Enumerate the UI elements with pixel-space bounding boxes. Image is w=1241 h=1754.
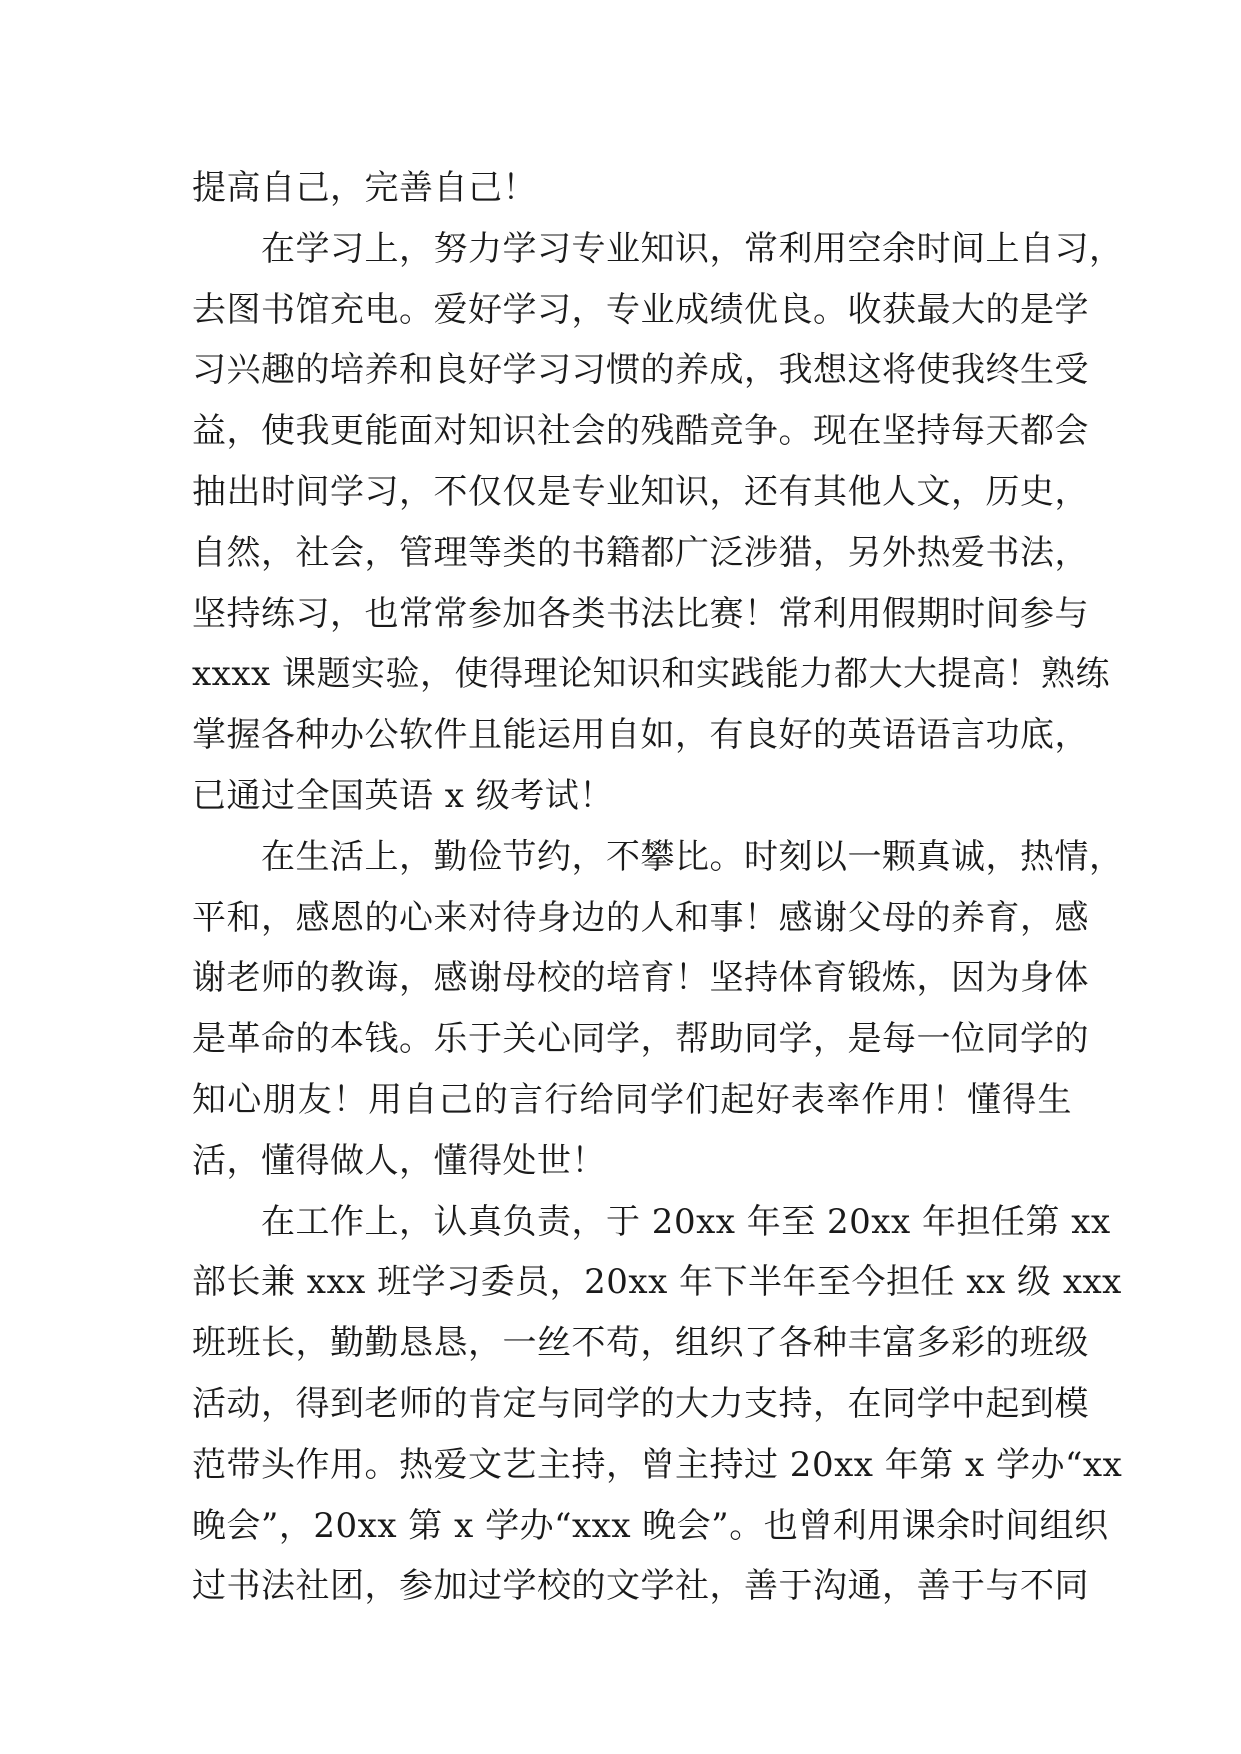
text-line: 抽出时间学习，不仅仅是专业知识，还有其他人文，历史， xyxy=(192,471,1089,512)
text-line: 去图书馆充电。爱好学习，专业成绩优良。收获最大的是学 xyxy=(192,289,1089,330)
text-line: 部长兼 xxx 班学习委员，20xx 年下半年至今担任 xx 级 xxx xyxy=(192,1262,1122,1303)
text-line: 坚持练习，也常常参加各类书法比赛！常利用假期时间参与 xyxy=(192,593,1089,634)
text-line: 知心朋友！用自己的言行给同学们起好表率作用！懂得生 xyxy=(192,1079,1072,1120)
text-line: 谢老师的教诲，感谢母校的培育！坚持体育锻炼，因为身体 xyxy=(192,958,1089,999)
text-line: 在学习上，努力学习专业知识，常利用空余时间上自习， xyxy=(192,228,1124,269)
text-line: 是革命的本钱。乐于关心同学，帮助同学，是每一位同学的 xyxy=(192,1019,1089,1060)
body-text xyxy=(192,158,1124,1617)
text-line: 活，懂得做人，懂得处世！ xyxy=(192,1140,606,1181)
text-line: 自然，社会，管理等类的书籍都广泛涉猎，另外热爱书法， xyxy=(192,532,1089,573)
text-line: 平和，感恩的心来对待身边的人和事！感谢父母的养育，感 xyxy=(192,897,1089,938)
text-line: 晚会”，20xx 第 x 学办“xxx 晚会”。也曾利用课余时间组织 xyxy=(192,1505,1109,1546)
text-line: 班班长，勤勤恳恳，一丝不苟，组织了各种丰富多彩的班级 xyxy=(192,1323,1089,1364)
text-line: 益，使我更能面对知识社会的残酷竞争。现在坚持每天都会 xyxy=(192,411,1089,452)
text-line: 已通过全国英语 x 级考试！ xyxy=(192,775,614,816)
text-line: 掌握各种办公软件且能运用自如，有良好的英语语言功底， xyxy=(192,715,1089,756)
text-line: xxxx 课题实验，使得理论知识和实践能力都大大提高！熟练 xyxy=(192,654,1111,695)
text-line: 在生活上，勤俭节约，不攀比。时刻以一颗真诚，热情， xyxy=(192,836,1124,877)
text-line: 活动，得到老师的肯定与同学的大力支持，在同学中起到模 xyxy=(192,1383,1089,1424)
text-line: 提高自己，完善自己！ xyxy=(192,168,537,208)
text-line: 习兴趣的培养和良好学习习惯的养成，我想这将使我终生受 xyxy=(192,350,1089,391)
text-line: 过书法社团，参加过学校的文学社，善于沟通，善于与不同 xyxy=(192,1566,1089,1607)
text-line: 范带头作用。热爱文艺主持，曾主持过 20xx 年第 x 学办“xx xyxy=(192,1444,1123,1485)
text-line: 在工作上，认真负责，于 20xx 年至 20xx 年担任第 xx xyxy=(192,1201,1111,1242)
